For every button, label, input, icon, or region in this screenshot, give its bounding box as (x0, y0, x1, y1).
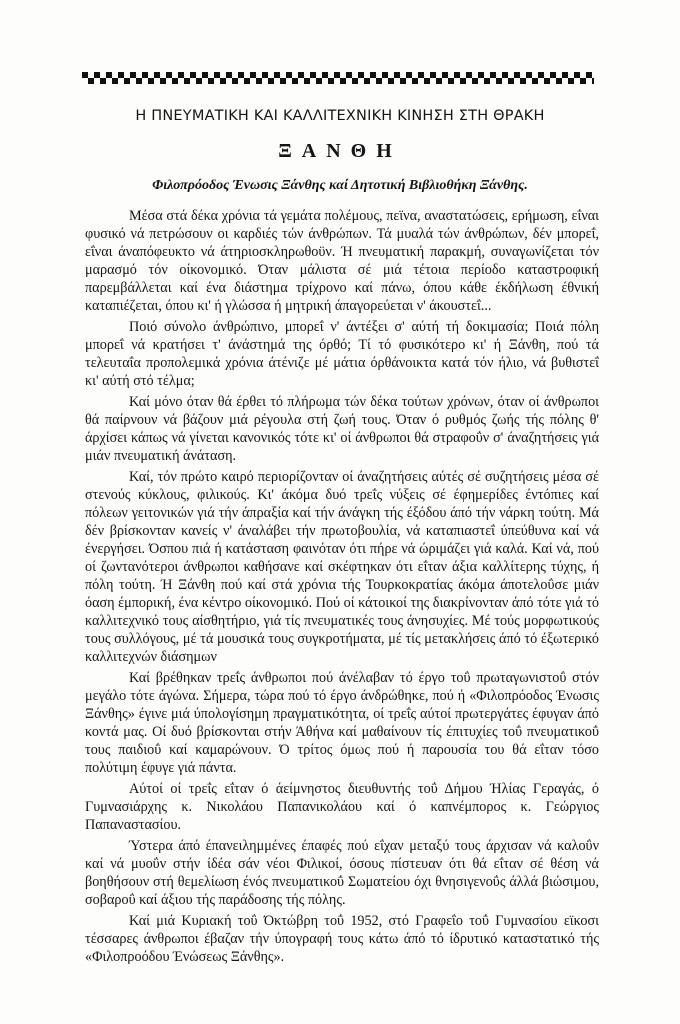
section-subtitle: Φιλοπρόοδος Ένωσις Ξάνθης καί Δητοτική Βιβλιοθήκη Ξάνθης. (152, 178, 528, 193)
decorative-border (82, 72, 594, 85)
paragraph: Καί μόνο όταν θά έρθει τό πλήρωμα τών δέκα τούτων χρόνων, όταν οί άνθρωποι θά παίρνουν νά βάζουν μιά ρέγουλα στή ζωή τους. Όταν ό ρυθμός ζωής τής πόλης θ' άρχίσει κάπως νά γίνεται κανονικός τότε κι' οί άνθρωποι θά στραφοΰν σ' άναζητήσεις γιά μιάν πνευματική άνάταση. (85, 394, 599, 464)
paragraph: Αύτοί οί τρεΐς εΐταν ό άείμνηστος διευθυντής τοΰ Δήμου Ήλίας Γεραγάς, ό Γυμνασιάρχης κ. Νικολάου Παπανικολάου καί ό καπνέμπορος κ. Γεώργιος Παπαναστασίου. (85, 781, 599, 833)
paragraph: Μέσα στά δέκα χρόνια τά γεμάτα πολέμους, πεϊνα, αναστατώσεις, ερήμωση, εΐναι φυσικό νά πετρώσουν οι καρδιές τών άνθρώπων. Τά μυαλά τών άνθρώπων, δέν μπορεΐ, εΐναι άναπόφευκτο νά άτηριοσκληρωθοϋν. Ή πνευματική παρακμή, συναγωνίζεται τόν μαρασμό τόν οίκονομικό. Όταν μάλιστα σέ μιά τέτοια περίοδο καταστροφική παρεμβάλλεται καί ένα διάστημα τρίχρονο καί πάνω, όπου κάθε έκδήλωση έθνική καταπιέζεται, όπου κι' ή γλώσσα ή μητρική άπαγορεύεται ν' άκουστεΐ... (85, 208, 599, 314)
paragraph: Καί, τόν πρώτο καιρό περιορίζονταν οί άναζητήσεις αύτές σέ συζητήσεις μέσα σέ στενούς κύκλους, φιλικούς. Κι' άκόμα δυό τρεΐς νύξεις σέ έφημερίδες έντόπιες καί πόλεων γειτονικών γιά τήν άπραξία καί τήν άνάγκη τής έξόδου άπό τήν νάρκη τούτη. Μά δέν βρίσκονταν κανείς ν' άναλάβει τήν πρωτοβουλία, νά καταπιαστεΐ ύπεύθυνα καί νά ένεργήσει. Όσπου πιά ή κατάσταση φαινόταν ότι πήρε νά ώριμάζει γιά καλά. Καί νά, πού οί ζωντανότεροι άνθρωποι καθήσανε καί σκέφτηκαν ότι εΐταν άξια καλλίτερης τύχης, ή πόλη τούτη. Ή Ξάνθη πού καί στά χρόνια τής Τουρκοκρατίας άκόμα άποτελοΰσε μιάν όαση έμπορική, ένα κέντρο οίκονομικό. Πού οί κάτοικοί της διακρίνονταν άπό τότε γιά τό καλλιτεχνικό τους αίσθητήριο, γιά τίς πνευματικές τους άνησυχίες. Μέ τούς μορφωτικούς τους συλλόγους, μέ τά μουσικά τους συγκροτήματα, μέ τίς μετακλήσεις άπό τό έξωτερικό καλλιτεχνών διάσημων (85, 469, 599, 665)
paragraph: Ποιό σύνολο άνθρώπινο, μπορεΐ ν' άντέξει σ' αύτή τή δοκιμασία; Ποιά πόλη μπορεΐ νά κρατήσει τ' άνάστημά της όρθό; Τί τό φυσικότερο κι' ή Ξάνθη, πού τά τελευταΐα προπολεμικά χρόνια άτένιζε μέ μάτια όρθάνοικτα κατά τόν ήλιο, νά βυθιστεΐ κι' αύτή στό τέλμα; (85, 319, 599, 389)
city-heading: ΞΑΝΘΗ (278, 140, 402, 162)
article-body (85, 207, 599, 969)
paragraph: Καί βρέθηκαν τρεΐς άνθρωποι πού άνέλαβαν τό έργο τοΰ πρωταγωνιστοΰ στόν μεγάλο τότε άγώνα. Σήμερα, τώρα πού τό έργο άνδρώθηκε, πού ή «Φιλοπρόοδος Ένωσις Ξάνθης» έγινε μιά ύπολογίσημη πραγματικότητα, οί τρεΐς αύτοί πρωτεργάτες έφυγαν άπό κοντά μας. Οί δυό βρίσκονται στήν Άθήνα καί μαθαίνουν τίς έπιτυχίες τοΰ πνευματικοΰ τους παιδιοΰ καί καμαρώνουν. Ό τρίτος όμως πού ή παρουσία του θά εΐταν τόσο πολύτιμη έφυγε γιά πάντα. (85, 670, 599, 776)
paragraph: Ύστερα άπό έπανειλημμένες έπαφές πού εΐχαν μεταξύ τους άρχισαν νά καλοΰν καί νά μυοΰν στήν ίδέα σάν νέοι Φιλικοί, όσους πίστευαν ότι θά εΐταν σέ θέση νά βοηθήσουν στή θεμελίωση ένός πνευματικοΰ Σωματείου όχι θνησιγενοΰς άλλά βιώσιμου, σοβαροΰ καί άξιου τής παράδοσης τής πόλης. (85, 838, 599, 908)
paragraph: Καί μιά Κυριακή τοΰ Όκτώβρη τοΰ 1952, στό Γραφεΐο τοΰ Γυμνασίου εϊκοσι τέσσαρες άνθρωποι έβαζαν τήν ύπογραφή τους κάτω άπό τό ίδρυτικό καταστατικό τής «Φιλοπροόδου Ένώσεως Ξάνθης». (85, 913, 599, 965)
page-title: Η ΠΝΕΥΜΑΤΙΚΗ ΚΑΙ ΚΑΛΛΙΤΕΧΝΙΚΗ ΚΙΝΗΣΗ ΣΤΗ ΘΡΑΚΗ (135, 108, 545, 124)
